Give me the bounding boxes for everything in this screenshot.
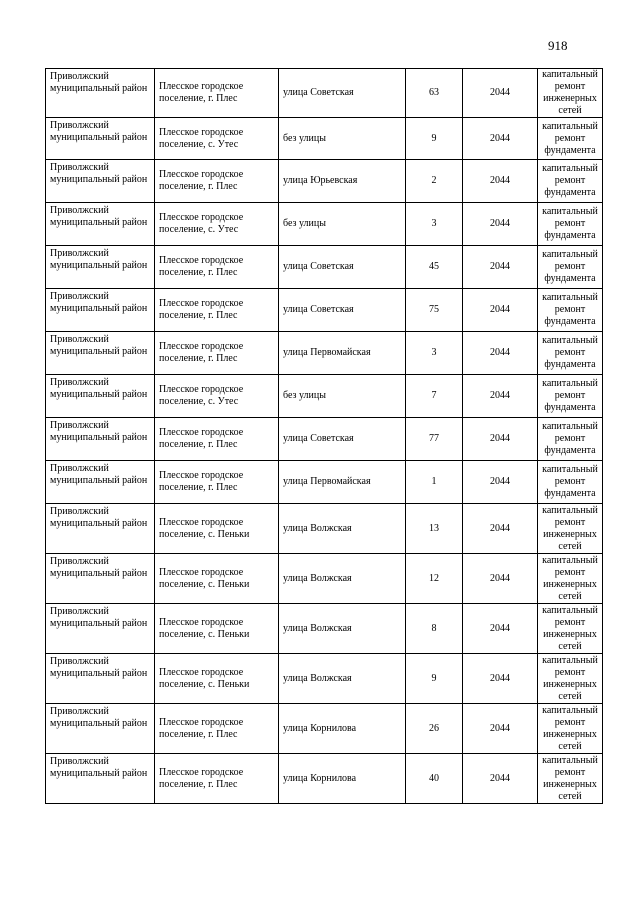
cell-work-type: капитальный ремонт фундамента	[538, 332, 603, 375]
cell-street: без улицы	[279, 375, 406, 418]
table-row	[46, 375, 603, 418]
cell-street: улица Юрьевская	[279, 160, 406, 203]
cell-settlement: Плесское городское поселение, г. Плес	[155, 69, 279, 118]
cell-work-type: капитальный ремонт инженерных сетей	[538, 654, 603, 704]
table-row	[46, 704, 603, 754]
table-row	[46, 604, 603, 654]
cell-year: 2044	[463, 69, 538, 118]
cell-house-number: 26	[406, 704, 463, 754]
cell-settlement: Плесское городское поселение, г. Плес	[155, 754, 279, 804]
cell-district: Приволжский муниципальный район	[46, 754, 155, 804]
cell-year: 2044	[463, 160, 538, 203]
cell-house-number: 8	[406, 604, 463, 654]
table-row	[46, 554, 603, 604]
cell-settlement: Плесское городское поселение, г. Плес	[155, 160, 279, 203]
cell-work-type: капитальный ремонт фундамента	[538, 246, 603, 289]
cell-year: 2044	[463, 554, 538, 604]
cell-district: Приволжский муниципальный район	[46, 160, 155, 203]
cell-street: улица Корнилова	[279, 704, 406, 754]
cell-year: 2044	[463, 203, 538, 246]
cell-house-number: 45	[406, 246, 463, 289]
cell-street: улица Советская	[279, 246, 406, 289]
cell-street: улица Волжская	[279, 654, 406, 704]
cell-work-type: капитальный ремонт инженерных сетей	[538, 704, 603, 754]
cell-house-number: 75	[406, 289, 463, 332]
cell-street: улица Первомайская	[279, 332, 406, 375]
cell-house-number: 12	[406, 554, 463, 604]
cell-work-type: капитальный ремонт инженерных сетей	[538, 754, 603, 804]
cell-work-type: капитальный ремонт фундамента	[538, 418, 603, 461]
table-row	[46, 160, 603, 203]
cell-work-type: капитальный ремонт фундамента	[538, 289, 603, 332]
cell-house-number: 77	[406, 418, 463, 461]
cell-district: Приволжский муниципальный район	[46, 118, 155, 160]
cell-settlement: Плесское городское поселение, г. Плес	[155, 418, 279, 461]
cell-work-type: капитальный ремонт фундамента	[538, 118, 603, 160]
cell-district: Приволжский муниципальный район	[46, 604, 155, 654]
cell-district: Приволжский муниципальный район	[46, 69, 155, 118]
table-row	[46, 246, 603, 289]
cell-street: без улицы	[279, 118, 406, 160]
cell-work-type: капитальный ремонт фундамента	[538, 375, 603, 418]
cell-district: Приволжский муниципальный район	[46, 704, 155, 754]
table-body	[46, 69, 603, 804]
table-row	[46, 203, 603, 246]
table-row	[46, 654, 603, 704]
table-row	[46, 332, 603, 375]
cell-street: улица Советская	[279, 418, 406, 461]
table-row	[46, 504, 603, 554]
housing-repair-table	[45, 68, 603, 804]
cell-district: Приволжский муниципальный район	[46, 504, 155, 554]
cell-street: улица Советская	[279, 289, 406, 332]
cell-work-type: капитальный ремонт фундамента	[538, 203, 603, 246]
cell-house-number: 13	[406, 504, 463, 554]
cell-year: 2044	[463, 654, 538, 704]
cell-district: Приволжский муниципальный район	[46, 203, 155, 246]
cell-year: 2044	[463, 375, 538, 418]
cell-settlement: Плесское городское поселение, с. Утес	[155, 118, 279, 160]
cell-district: Приволжский муниципальный район	[46, 418, 155, 461]
table-row	[46, 418, 603, 461]
cell-street: улица Корнилова	[279, 754, 406, 804]
cell-house-number: 63	[406, 69, 463, 118]
cell-district: Приволжский муниципальный район	[46, 461, 155, 504]
cell-year: 2044	[463, 754, 538, 804]
cell-year: 2044	[463, 418, 538, 461]
cell-house-number: 7	[406, 375, 463, 418]
cell-settlement: Плесское городское поселение, г. Плес	[155, 332, 279, 375]
cell-street: без улицы	[279, 203, 406, 246]
cell-settlement: Плесское городское поселение, г. Плес	[155, 289, 279, 332]
cell-settlement: Плесское городское поселение, с. Пеньки	[155, 554, 279, 604]
table-row	[46, 461, 603, 504]
table-row	[46, 754, 603, 804]
cell-year: 2044	[463, 504, 538, 554]
cell-work-type: капитальный ремонт инженерных сетей	[538, 604, 603, 654]
cell-district: Приволжский муниципальный район	[46, 289, 155, 332]
cell-house-number: 9	[406, 654, 463, 704]
cell-district: Приволжский муниципальный район	[46, 375, 155, 418]
cell-work-type: капитальный ремонт фундамента	[538, 160, 603, 203]
cell-year: 2044	[463, 332, 538, 375]
cell-work-type: капитальный ремонт инженерных сетей	[538, 554, 603, 604]
cell-settlement: Плесское городское поселение, с. Утес	[155, 375, 279, 418]
cell-year: 2044	[463, 246, 538, 289]
cell-work-type: капитальный ремонт инженерных сетей	[538, 69, 603, 118]
cell-house-number: 2	[406, 160, 463, 203]
cell-work-type: капитальный ремонт фундамента	[538, 461, 603, 504]
table-row	[46, 118, 603, 160]
cell-house-number: 1	[406, 461, 463, 504]
cell-settlement: Плесское городское поселение, г. Плес	[155, 461, 279, 504]
cell-settlement: Плесское городское поселение, г. Плес	[155, 246, 279, 289]
cell-work-type: капитальный ремонт инженерных сетей	[538, 504, 603, 554]
cell-street: улица Волжская	[279, 504, 406, 554]
cell-year: 2044	[463, 704, 538, 754]
cell-house-number: 3	[406, 332, 463, 375]
cell-street: улица Советская	[279, 69, 406, 118]
cell-district: Приволжский муниципальный район	[46, 332, 155, 375]
cell-street: улица Волжская	[279, 554, 406, 604]
cell-year: 2044	[463, 604, 538, 654]
cell-house-number: 3	[406, 203, 463, 246]
cell-settlement: Плесское городское поселение, с. Пеньки	[155, 654, 279, 704]
cell-settlement: Плесское городское поселение, с. Утес	[155, 203, 279, 246]
cell-settlement: Плесское городское поселение, с. Пеньки	[155, 504, 279, 554]
cell-year: 2044	[463, 461, 538, 504]
cell-district: Приволжский муниципальный район	[46, 554, 155, 604]
cell-year: 2044	[463, 289, 538, 332]
cell-year: 2044	[463, 118, 538, 160]
table-row	[46, 69, 603, 118]
page-number: 918	[548, 38, 568, 53]
cell-house-number: 9	[406, 118, 463, 160]
cell-settlement: Плесское городское поселение, г. Плес	[155, 704, 279, 754]
cell-house-number: 40	[406, 754, 463, 804]
cell-street: улица Первомайская	[279, 461, 406, 504]
cell-district: Приволжский муниципальный район	[46, 654, 155, 704]
table-row	[46, 289, 603, 332]
cell-district: Приволжский муниципальный район	[46, 246, 155, 289]
cell-settlement: Плесское городское поселение, с. Пеньки	[155, 604, 279, 654]
cell-street: улица Волжская	[279, 604, 406, 654]
